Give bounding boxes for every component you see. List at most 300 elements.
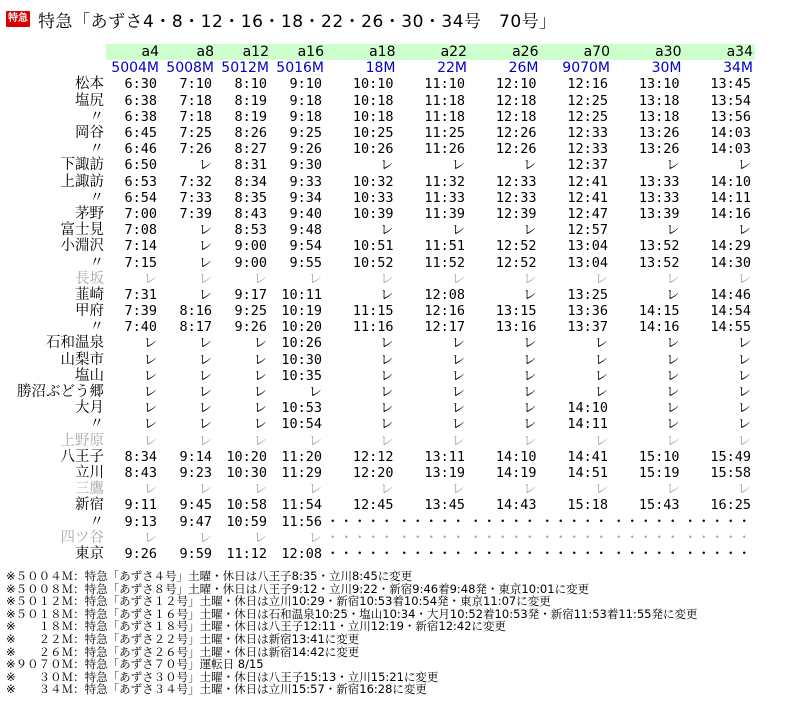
time-cell: 14:10: [567, 400, 608, 417]
station-name: 下諏訪: [60, 157, 104, 174]
time-cell: 6:46: [124, 141, 157, 158]
time-cell: レ: [143, 416, 157, 433]
train-code-header: a18: [326, 44, 398, 60]
time-cell: 9:40: [289, 205, 322, 222]
time-cell: ・・・・・: [469, 513, 537, 530]
time-cell: レ: [523, 335, 537, 352]
time-cell: レ: [380, 432, 394, 449]
time-cell: レ: [253, 529, 267, 546]
time-cell: レ: [143, 432, 157, 449]
time-cell: 14:19: [495, 464, 537, 481]
time-cell: 12:26: [495, 141, 537, 158]
station-name: 〃: [89, 319, 104, 336]
time-cell: レ: [451, 400, 465, 417]
time-cell: 14:16: [710, 205, 751, 222]
station-row: [4, 125, 755, 141]
page-title: 特急「あずさ4・8・12・16・18・22・26・30・34号 70号」: [38, 11, 557, 32]
time-cell: レ: [666, 416, 680, 433]
time-cell: 9:18: [289, 108, 322, 125]
train-code-header: a12: [216, 44, 271, 60]
footnote-line: ※５００８Ｍ：特急「あずさ８号」土曜・休日は八王子9:12・立川9:22・新宿9:46着9:48発・東京10:01に変更: [6, 581, 590, 596]
time-cell: レ: [666, 351, 680, 368]
time-cell: 14:30: [710, 254, 751, 271]
footnote-line: ※ １８Ｍ：特急「あずさ１８号」土曜・休日は八王子12:11・立川12:19・新宿12:42に変更: [6, 619, 507, 634]
time-cell: レ: [380, 384, 394, 401]
time-cell: レ: [523, 416, 537, 433]
time-cell: 13:04: [567, 254, 608, 271]
time-cell: 13:19: [424, 464, 465, 481]
station-name: 上野原: [60, 432, 104, 449]
time-cell: レ: [198, 157, 212, 174]
time-cell: 8:19: [234, 92, 267, 109]
train-number-header: 34M: [723, 60, 753, 77]
time-cell: 9:10: [289, 76, 322, 93]
time-cell: レ: [451, 416, 465, 433]
station-row: [4, 174, 755, 190]
time-cell: 9:25: [234, 303, 267, 320]
station-name: 立川: [75, 464, 104, 481]
time-cell: 10:18: [352, 108, 394, 125]
time-cell: レ: [380, 481, 394, 498]
train-number-header: 26M: [508, 60, 539, 77]
station-name: 〃: [89, 254, 104, 271]
time-cell: 14:16: [638, 319, 680, 336]
time-cell: 10:59: [226, 513, 267, 530]
time-cell: レ: [451, 384, 465, 401]
train-code-header: a4: [106, 44, 161, 60]
time-cell: 11:15: [352, 303, 394, 320]
time-cell: レ: [523, 384, 537, 401]
time-cell: 12:33: [495, 173, 537, 190]
time-cell: 14:10: [495, 448, 537, 465]
time-cell: レ: [143, 384, 157, 401]
time-cell: レ: [253, 384, 267, 401]
time-cell: 10:18: [352, 92, 394, 109]
time-cell: 8:43: [124, 464, 157, 481]
train-code-header: a16: [271, 44, 326, 60]
time-cell: 11:16: [352, 319, 394, 336]
station-name: 上諏訪: [60, 173, 104, 190]
time-cell: 7:26: [179, 141, 212, 158]
time-cell: レ: [594, 335, 608, 352]
corner-cell: [4, 60, 106, 76]
time-cell: 8:27: [234, 141, 267, 158]
footnotes: [6, 570, 697, 696]
time-cell: 15:18: [567, 497, 608, 514]
time-cell: 8:19: [234, 108, 267, 125]
time-cell: 11:25: [424, 125, 465, 142]
station-row: [4, 449, 755, 465]
time-cell: 12:33: [495, 189, 537, 206]
train-number-header: 5012M: [221, 60, 269, 77]
time-cell: 13:26: [638, 125, 680, 142]
time-cell: レ: [380, 351, 394, 368]
time-cell: レ: [198, 222, 212, 239]
footnote-line: ※ ２２Ｍ：特急「あずさ２２号」土曜・休日は新宿13:41に変更: [6, 631, 360, 646]
time-cell: レ: [523, 286, 537, 303]
station-name: 塩尻: [75, 92, 104, 109]
train-code-header: a26: [469, 44, 541, 60]
time-cell: 12:52: [495, 254, 537, 271]
time-cell: 8:53: [234, 222, 267, 239]
station-row: [4, 465, 755, 481]
time-cell: 8:34: [234, 173, 267, 190]
time-cell: 11:32: [424, 173, 465, 190]
time-cell: 15:10: [638, 448, 680, 465]
time-cell: レ: [737, 432, 751, 449]
time-cell: 6:53: [124, 173, 157, 190]
time-cell: 9:18: [289, 92, 322, 109]
time-cell: レ: [198, 270, 212, 287]
time-cell: レ: [594, 384, 608, 401]
time-cell: 12:26: [495, 125, 537, 142]
time-cell: 7:33: [179, 189, 212, 206]
time-cell: 12:33: [567, 141, 608, 158]
time-cell: ・・・・・: [326, 545, 394, 562]
time-cell: 14:54: [710, 303, 751, 320]
time-cell: 12:47: [567, 205, 608, 222]
time-cell: レ: [666, 222, 680, 239]
time-cell: 11:56: [281, 513, 322, 530]
time-cell: 7:15: [124, 254, 157, 271]
time-cell: 13:39: [638, 205, 680, 222]
time-cell: ・・・・・: [469, 545, 537, 562]
time-cell: ・・・・・: [683, 529, 751, 546]
station-name: 大月: [75, 400, 104, 417]
time-cell: 9:23: [179, 464, 212, 481]
time-cell: 7:39: [124, 303, 157, 320]
time-cell: 12:18: [495, 92, 537, 109]
time-cell: レ: [380, 400, 394, 417]
time-cell: レ: [198, 238, 212, 255]
time-cell: 9:17: [234, 286, 267, 303]
time-cell: 12:41: [567, 189, 608, 206]
time-cell: 9:34: [289, 189, 322, 206]
time-cell: 7:25: [179, 125, 212, 142]
time-cell: 12:16: [424, 303, 465, 320]
time-cell: ・・・・・: [683, 545, 751, 562]
time-cell: 12:41: [567, 173, 608, 190]
footnote-line: ※ ２６Ｍ：特急「あずさ２６号」土曜・休日は新宿14:42に変更: [6, 644, 360, 659]
time-cell: 12:45: [352, 497, 394, 514]
time-cell: レ: [253, 400, 267, 417]
time-cell: レ: [308, 270, 322, 287]
time-cell: 10:53: [281, 400, 322, 417]
time-cell: 12:37: [567, 157, 608, 174]
time-cell: レ: [523, 270, 537, 287]
time-cell: レ: [594, 367, 608, 384]
time-cell: レ: [737, 351, 751, 368]
time-cell: レ: [451, 481, 465, 498]
station-row: [4, 497, 755, 513]
train-code-header: a70: [541, 44, 613, 60]
station-name: 韮崎: [75, 286, 104, 303]
time-cell: 15:19: [638, 464, 680, 481]
time-cell: レ: [198, 335, 212, 352]
time-cell: 14:03: [710, 125, 751, 142]
time-cell: 13:52: [638, 238, 680, 255]
time-cell: レ: [143, 481, 157, 498]
time-cell: レ: [308, 432, 322, 449]
time-cell: 13:33: [638, 189, 680, 206]
time-cell: レ: [198, 432, 212, 449]
time-cell: レ: [308, 481, 322, 498]
time-cell: レ: [523, 351, 537, 368]
time-cell: レ: [666, 432, 680, 449]
time-cell: 9:47: [179, 513, 212, 530]
time-cell: 9:48: [289, 222, 322, 239]
time-cell: 10:30: [226, 464, 267, 481]
station-row: [4, 335, 755, 351]
time-cell: 12:12: [352, 448, 394, 465]
station-name: 松本: [75, 76, 104, 93]
time-cell: 13:18: [638, 92, 680, 109]
time-cell: 13:26: [638, 141, 680, 158]
station-row: [4, 238, 755, 254]
time-cell: 10:11: [281, 286, 322, 303]
station-name: 小淵沢: [60, 238, 104, 255]
train-number-header: 5016M: [276, 60, 324, 77]
time-cell: レ: [451, 432, 465, 449]
time-cell: ・・・・・: [397, 529, 465, 546]
time-cell: 13:54: [710, 92, 751, 109]
time-cell: 10:30: [281, 351, 322, 368]
station-row: [4, 190, 755, 206]
time-cell: レ: [666, 286, 680, 303]
station-row: [4, 433, 755, 449]
time-cell: 8:10: [234, 76, 267, 93]
time-cell: ・・・・・: [469, 529, 537, 546]
time-cell: レ: [143, 400, 157, 417]
station-row: [4, 303, 755, 319]
timetable: [4, 44, 755, 562]
time-cell: 8:31: [234, 157, 267, 174]
station-row: [4, 76, 755, 92]
time-cell: レ: [380, 270, 394, 287]
time-cell: 12:16: [567, 76, 608, 93]
time-cell: ・・・・・: [326, 529, 394, 546]
title-row: [6, 6, 557, 32]
time-cell: 14:11: [710, 189, 751, 206]
time-cell: 10:25: [352, 125, 394, 142]
station-row: [4, 271, 755, 287]
footnote-line: ※９０７０Ｍ：特急「あずさ７０号」運転日 8/15: [6, 657, 264, 672]
station-name: 新宿: [75, 497, 104, 514]
station-row: [4, 368, 755, 384]
time-cell: レ: [666, 481, 680, 498]
time-cell: 11:12: [226, 545, 267, 562]
time-cell: 6:38: [124, 92, 157, 109]
time-cell: 8:35: [234, 189, 267, 206]
station-name: 塩山: [75, 367, 104, 384]
footnote-line: ※５０１２Ｍ：特急「あずさ１２号」土曜・休日は立川10:29・新宿10:53着10:54発・東京11:07に変更: [6, 594, 551, 609]
time-cell: レ: [523, 367, 537, 384]
time-cell: 8:34: [124, 448, 157, 465]
time-cell: レ: [198, 481, 212, 498]
time-cell: 14:55: [710, 319, 751, 336]
time-cell: レ: [198, 286, 212, 303]
time-cell: レ: [523, 481, 537, 498]
time-cell: レ: [666, 270, 680, 287]
station-row: [4, 384, 755, 400]
time-cell: 8:16: [179, 303, 212, 320]
station-row: [4, 93, 755, 109]
time-cell: 6:54: [124, 189, 157, 206]
time-cell: 10:19: [281, 303, 322, 320]
time-cell: 11:10: [424, 76, 465, 93]
station-name: 三鷹: [75, 481, 104, 498]
time-cell: 7:10: [179, 76, 212, 93]
station-name: 富士見: [60, 222, 104, 239]
time-cell: レ: [666, 400, 680, 417]
time-cell: 14:41: [567, 448, 608, 465]
time-cell: 12:25: [567, 108, 608, 125]
station-row: [4, 530, 755, 546]
time-cell: 14:46: [710, 286, 751, 303]
station-name: 四ツ谷: [60, 529, 104, 546]
train-code-header: a8: [161, 44, 216, 60]
time-cell: 13:10: [638, 76, 680, 93]
time-cell: 7:32: [179, 173, 212, 190]
time-cell: レ: [737, 335, 751, 352]
time-cell: レ: [308, 384, 322, 401]
time-cell: レ: [143, 351, 157, 368]
time-cell: レ: [143, 335, 157, 352]
time-cell: 9:26: [289, 141, 322, 158]
time-cell: 12:18: [495, 108, 537, 125]
time-cell: 9:55: [289, 254, 322, 271]
time-cell: レ: [143, 367, 157, 384]
footnote-line: ※ ３０Ｍ：特急「あずさ３０号」土曜・休日は八王子15:13・立川15:21に変更: [6, 669, 439, 684]
time-cell: 12:39: [495, 205, 537, 222]
time-cell: レ: [666, 367, 680, 384]
time-cell: レ: [380, 416, 394, 433]
time-cell: 13:45: [424, 497, 465, 514]
time-cell: 9:14: [179, 448, 212, 465]
station-name: 甲府: [75, 303, 104, 320]
footnote-line: ※５００４Ｍ：特急「あずさ４号」土曜・休日は八王子8:35・立川8:45に変更: [6, 569, 413, 583]
time-cell: レ: [451, 157, 465, 174]
time-cell: ・・・・・: [683, 513, 751, 530]
footnote-line: ※５０１８Ｍ：特急「あずさ１６号」土曜・休日は石和温泉10:25・塩山10:34・大月10:52着10:53発・新宿11:53着11:55発に変更: [6, 606, 698, 621]
time-cell: 10:10: [352, 76, 394, 93]
time-cell: ・・・・・: [612, 545, 680, 562]
corner-cell: [4, 44, 106, 60]
time-cell: 11:39: [424, 205, 465, 222]
time-cell: レ: [143, 270, 157, 287]
station-name: 〃: [89, 141, 104, 158]
station-row: [4, 513, 755, 529]
time-cell: 8:43: [234, 205, 267, 222]
train-number-header: 22M: [437, 60, 467, 77]
time-cell: レ: [737, 222, 751, 239]
time-cell: レ: [594, 432, 608, 449]
station-row: [4, 206, 755, 222]
station-name: 岡谷: [75, 125, 104, 142]
time-cell: 12:57: [567, 222, 608, 239]
time-cell: レ: [308, 529, 322, 546]
station-name: 石和温泉: [46, 335, 104, 352]
time-cell: ・・・・・: [540, 545, 608, 562]
time-cell: 11:54: [281, 497, 322, 514]
time-cell: 10:26: [352, 141, 394, 158]
time-cell: 9:26: [124, 545, 157, 562]
time-cell: 8:26: [234, 125, 267, 142]
time-cell: レ: [143, 529, 157, 546]
time-cell: レ: [523, 157, 537, 174]
train-number-header: 5004M: [111, 60, 159, 77]
time-cell: 6:38: [124, 108, 157, 125]
time-cell: 13:11: [424, 448, 465, 465]
station-name: 〃: [89, 416, 104, 433]
station-row: [4, 141, 755, 157]
time-cell: 9:26: [234, 319, 267, 336]
time-cell: 13:04: [567, 238, 608, 255]
station-row: [4, 546, 755, 562]
time-cell: 13:25: [567, 286, 608, 303]
time-cell: レ: [380, 335, 394, 352]
time-cell: 7:00: [124, 205, 157, 222]
station-row: [4, 400, 755, 416]
time-cell: ・・・・・: [540, 513, 608, 530]
time-cell: レ: [737, 367, 751, 384]
time-cell: 9:11: [124, 497, 157, 514]
train-number-header: 9070M: [562, 60, 610, 77]
time-cell: 15:43: [638, 497, 680, 514]
time-cell: レ: [594, 351, 608, 368]
time-cell: レ: [737, 416, 751, 433]
time-cell: 13:15: [495, 303, 537, 320]
time-cell: レ: [198, 367, 212, 384]
time-cell: 7:18: [179, 92, 212, 109]
train-number-header: 5008M: [166, 60, 214, 77]
time-cell: 11:20: [281, 448, 322, 465]
time-cell: レ: [198, 351, 212, 368]
time-cell: 11:33: [424, 189, 465, 206]
station-name: 〃: [89, 189, 104, 206]
limited-express-badge: 特急: [6, 11, 30, 27]
time-cell: レ: [737, 481, 751, 498]
time-cell: 14:10: [710, 173, 751, 190]
time-cell: 12:08: [281, 545, 322, 562]
station-row: [4, 222, 755, 238]
time-cell: レ: [253, 270, 267, 287]
time-cell: レ: [253, 351, 267, 368]
time-cell: レ: [737, 384, 751, 401]
time-cell: レ: [737, 270, 751, 287]
station-row: [4, 157, 755, 173]
time-cell: レ: [594, 270, 608, 287]
time-cell: ・・・・・: [612, 513, 680, 530]
time-cell: 10:54: [281, 416, 322, 433]
time-cell: 13:52: [638, 254, 680, 271]
station-row: [4, 254, 755, 270]
time-cell: 9:00: [234, 254, 267, 271]
time-cell: 13:33: [638, 173, 680, 190]
time-cell: 11:18: [424, 108, 465, 125]
time-cell: 6:50: [124, 157, 157, 174]
train-number-row: [4, 60, 755, 76]
time-cell: レ: [198, 384, 212, 401]
time-cell: レ: [451, 351, 465, 368]
time-cell: 9:54: [289, 238, 322, 255]
station-name: 〃: [89, 108, 104, 125]
time-cell: 10:33: [352, 189, 394, 206]
time-cell: 7:31: [124, 286, 157, 303]
train-code-header: a30: [612, 44, 684, 60]
time-cell: 12:08: [424, 286, 465, 303]
time-cell: 11:51: [424, 238, 465, 255]
